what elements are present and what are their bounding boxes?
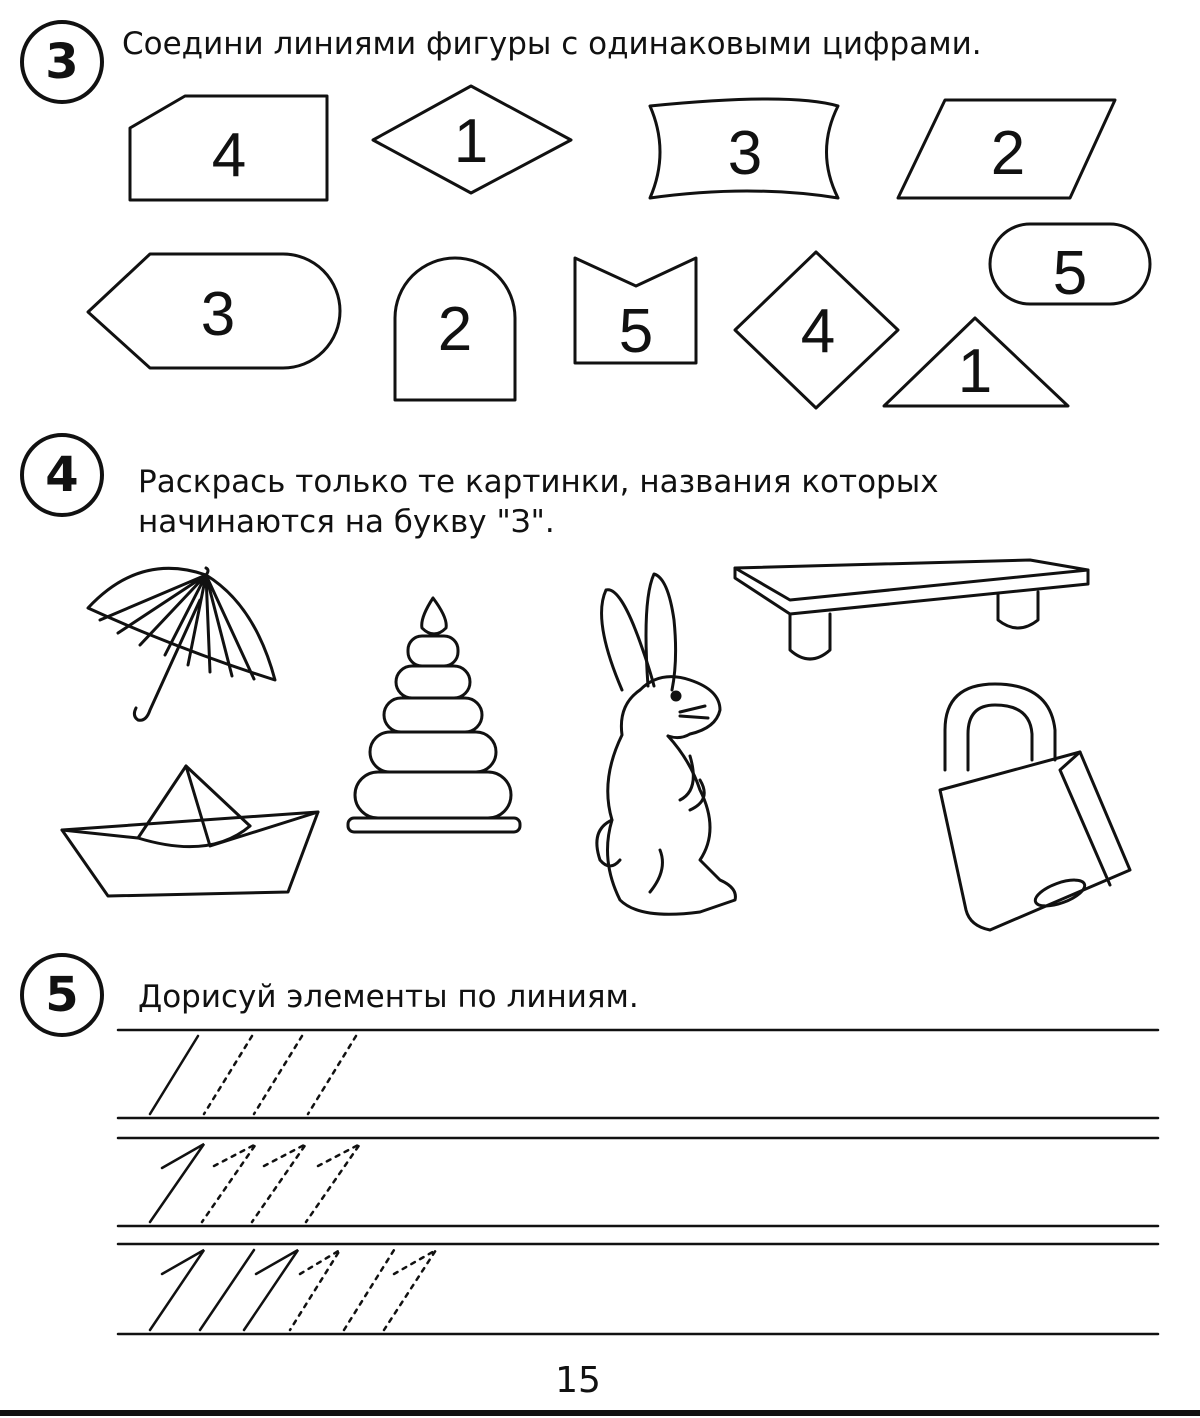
task-5-badge: 5 xyxy=(20,953,104,1037)
row-3-dotted-strokes[interactable] xyxy=(290,1250,436,1330)
row-1-dotted-strokes[interactable] xyxy=(204,1036,356,1114)
shape-digit: 3 xyxy=(200,280,236,349)
shape-digit: 4 xyxy=(800,297,836,366)
row-3-solid-strokes xyxy=(150,1250,298,1330)
ruled-lines xyxy=(118,1030,1158,1334)
task-3-badge: 3 xyxy=(20,20,104,104)
task-4-line-2: начинаются на букву "З". xyxy=(138,504,555,540)
row-2-dotted-strokes[interactable] xyxy=(202,1144,360,1222)
shape-digit: 4 xyxy=(211,121,247,190)
row-2-solid-stroke xyxy=(150,1144,204,1222)
page-number: 15 xyxy=(555,1360,601,1401)
shape-digit: 5 xyxy=(1052,239,1088,308)
shape-digit: 2 xyxy=(990,119,1026,188)
task-4-line-1: Раскрась только те картинки, названия которых xyxy=(138,464,939,500)
shape-digit: 1 xyxy=(453,107,489,176)
shape-digit: 5 xyxy=(618,297,654,366)
task-5-line-1: Дорисуй элементы по линиям. xyxy=(138,979,639,1015)
row-1-solid-stroke xyxy=(150,1036,198,1114)
task-3-line-1: Соедини линиями фигуры с одинаковыми цифрами. xyxy=(122,26,982,62)
shape-digit: 3 xyxy=(727,119,763,188)
shape-digit: 2 xyxy=(437,295,473,364)
bottom-rule xyxy=(0,1410,1200,1416)
task-4-badge: 4 xyxy=(20,433,104,517)
shape-digit: 1 xyxy=(957,337,993,406)
